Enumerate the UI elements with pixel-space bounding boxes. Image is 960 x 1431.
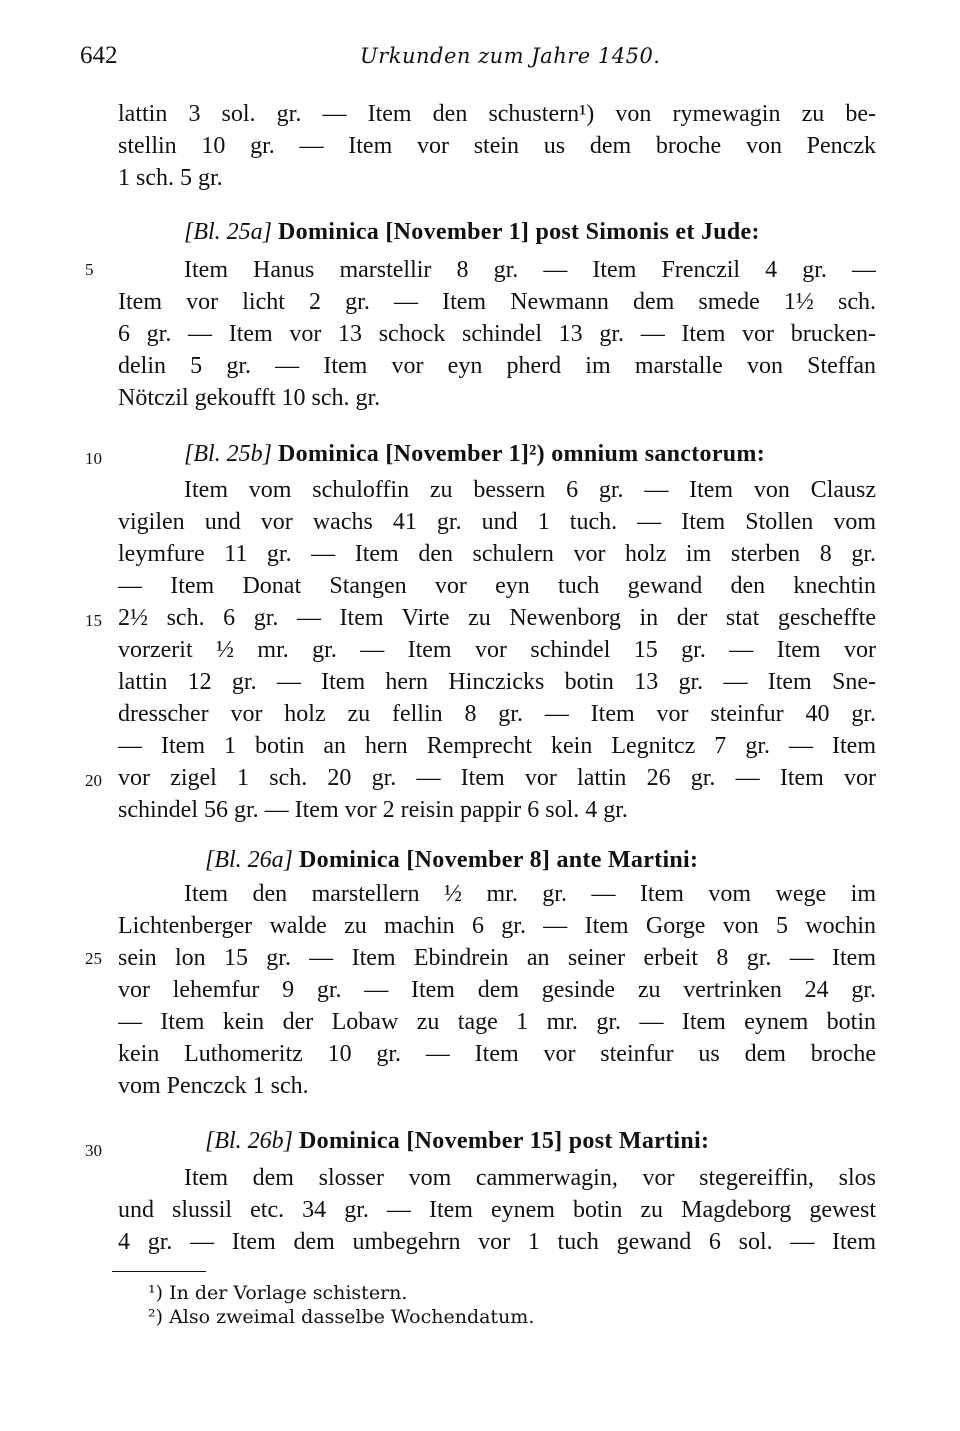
text-line: kein Luthomeritz 10 gr. — Item vor steinfur us dem broche [118,1041,876,1067]
section-title: Dominica [November 8] ante Martini: [299,847,699,873]
section-body-3 [118,878,876,1102]
text-line: delin 5 gr. — Item vor eyn pherd im marstalle von Steffan [118,353,876,379]
text-line: Nötczil gekoufft 10 sch. gr. [118,385,381,411]
section-heading-3 [205,847,698,874]
text-line: vorzerit ½ mr. gr. — Item vor schindel 15 gr. — Item vor [118,637,876,663]
folio-reference: [Bl. 25b] [184,441,273,467]
text-line: Lichtenberger walde zu machin 6 gr. — Item Gorge von 5 wochin [118,913,876,939]
line-number: 15 [85,611,102,630]
text-line: stellin 10 gr. — Item vor stein us dem broche von Penczk [118,133,876,159]
text-line: schindel 56 gr. — Item vor 2 reisin pappir 6 sol. 4 gr. [118,797,628,823]
line-number: 25 [85,949,102,968]
section-title: Dominica [November 1]²) omnium sanctorum: [278,441,766,467]
folio-reference: [Bl. 25a] [184,219,273,245]
footnote-rule [112,1271,206,1272]
page-number: 642 [80,42,118,69]
section-body-1 [118,254,876,414]
footnote: ²) Also zweimal dasselbe Wochendatum. [148,1306,535,1328]
folio-reference: [Bl. 26a] [205,847,294,873]
folio-reference: [Bl. 26b] [205,1128,294,1154]
text-line: 4 gr. — Item dem umbegehrn vor 1 tuch gewand 6 sol. — Item [118,1229,876,1255]
text-line: Item dem slosser vom cammerwagin, vor stegereiffin, slos [184,1165,876,1191]
text-line: und slussil etc. 34 gr. — Item eynem botin zu Magdeborg gewest [118,1197,876,1223]
text-line: Item vor licht 2 gr. — Item Newmann dem smede 1½ sch. [118,289,876,315]
section-heading-2 [184,441,765,468]
section-body-4 [118,1162,876,1258]
footnote: ¹) In der Vorlage schistern. [148,1282,408,1304]
text-line: Item Hanus marstellir 8 gr. — Item Frenczil 4 gr. — [184,257,876,283]
line-number: 30 [85,1141,102,1160]
text-line: Item den marstellern ½ mr. gr. — Item vom wege im [184,881,876,907]
line-number: 20 [85,771,102,790]
line-number: 10 [85,449,102,468]
text-line: 2½ sch. 6 gr. — Item Virte zu Newenborg in der stat gescheffte [118,605,876,631]
line-number: 5 [85,260,94,279]
running-title: Urkunden zum Jahre 1450. [360,44,661,68]
section-title: Dominica [November 15] post Martini: [299,1128,710,1154]
section-title: Dominica [November 1] post Simonis et Jude: [278,219,760,245]
text-line: — Item Donat Stangen vor eyn tuch gewand den knechtin [118,573,876,599]
text-line: lattin 3 sol. gr. — Item den schustern¹) von rymewagin zu be- [118,101,876,127]
text-line: — Item 1 botin an hern Remprecht kein Legnitcz 7 gr. — Item [118,733,876,759]
text-line: lattin 12 gr. — Item hern Hinczicks botin 13 gr. — Item Sne- [118,669,876,695]
text-line: dresscher vor holz zu fellin 8 gr. — Item vor steinfur 40 gr. [118,701,876,727]
text-block-1 [118,98,876,194]
text-line: Item vom schuloffin zu bessern 6 gr. — Item von Clausz [184,477,876,503]
section-body-2 [118,474,876,826]
text-line: vom Penczck 1 sch. [118,1073,309,1099]
text-line: vigilen und vor wachs 41 gr. und 1 tuch. — Item Stollen vom [118,509,876,535]
text-line: leymfure 11 gr. — Item den schulern vor holz im sterben 8 gr. [118,541,876,567]
text-line: — Item kein der Lobaw zu tage 1 mr. gr. — Item eynem botin [118,1009,876,1035]
section-heading-1 [184,219,760,246]
text-line: vor zigel 1 sch. 20 gr. — Item vor lattin 26 gr. — Item vor [118,765,876,791]
text-line: vor lehemfur 9 gr. — Item dem gesinde zu vertrinken 24 gr. [118,977,876,1003]
section-heading-4 [205,1128,709,1155]
text-line: sein lon 15 gr. — Item Ebindrein an seiner erbeit 8 gr. — Item [118,945,876,971]
text-line: 6 gr. — Item vor 13 schock schindel 13 gr. — Item vor brucken- [118,321,876,347]
footnotes [148,1281,534,1329]
text-line: 1 sch. 5 gr. [118,165,223,191]
